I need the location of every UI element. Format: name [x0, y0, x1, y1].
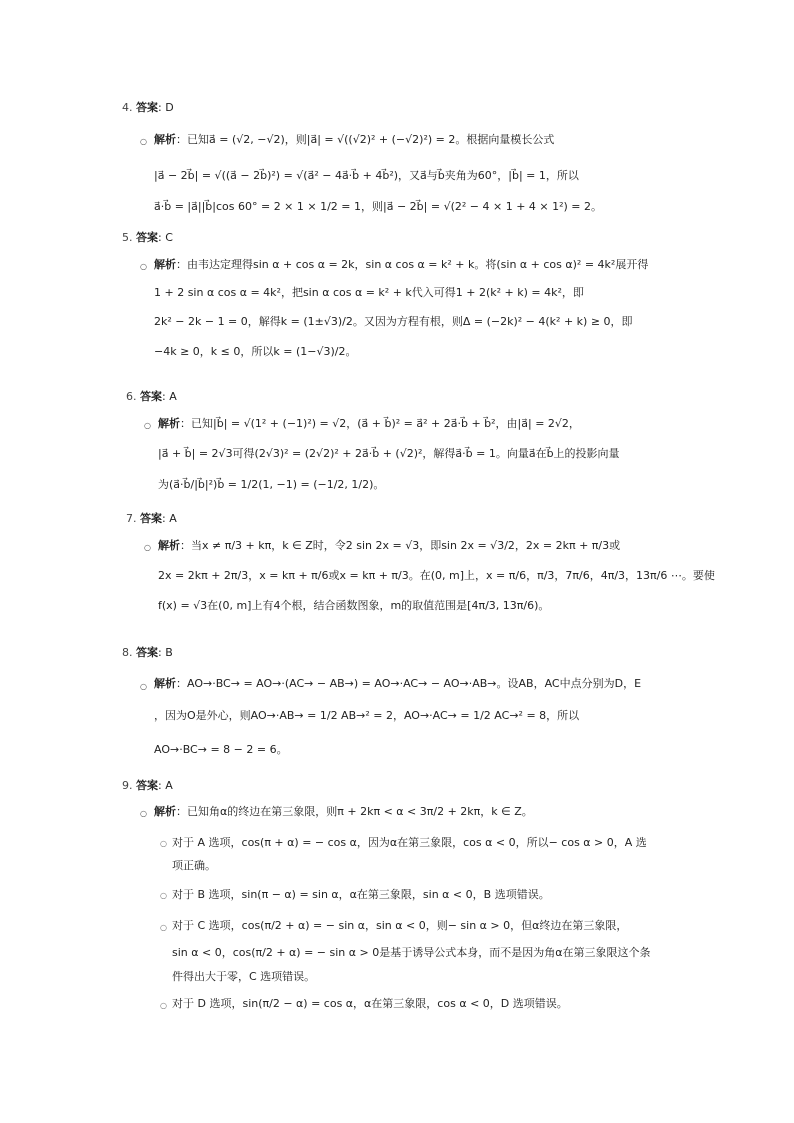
solution-line: 1 + 2 sin α cos α = 4k²，把sin α cos α = k² + k代入可得1 + 2(k² + k) = 4k²，即: [154, 286, 584, 299]
answer-line-q8: [122, 646, 173, 660]
answer-separator: :: [158, 779, 162, 792]
solution-line: 解析：当x ≠ π/3 + kπ，k ∈ Z时，令2 sin 2x = √3，即sin 2x = √3/2，2x = 2kπ + π/3或: [158, 539, 621, 552]
option-analysis-line: 对于 D 选项，sin(π/2 − α) = cos α，α在第三象限，cos α < 0，D 选项错误。: [172, 997, 568, 1010]
question-number: 6.: [126, 390, 137, 403]
question-number: 9.: [122, 779, 133, 792]
solution-line: 为(a⃗·b⃗/|b⃗|²)b⃗ = 1/2(1, −1) = (−1/2, 1/2)。: [158, 478, 385, 491]
solution-line: 解析：由韦达定理得sin α + cos α = 2k，sin α cos α = k² + k。将(sin α + cos α)² = 4k²展开得: [154, 258, 649, 271]
answer-label: 答案: [136, 101, 158, 114]
answer-separator: :: [158, 231, 162, 244]
solution-line: |a⃗ − 2b⃗| = √((a⃗ − 2b⃗)²) = √(a⃗² − 4a⃗·b⃗ + 4b⃗²)，又a⃗与b⃗夹角为60°，|b⃗| = 1，所以: [154, 169, 579, 182]
solution-line: |a⃗ + b⃗| = 2√3可得(2√3)² = (2√2)² + 2a⃗·b⃗ + (√2)²，解得a⃗·b⃗ = 1。向量a⃗在b⃗上的投影向量: [158, 447, 620, 460]
bullet-icon: ○: [140, 809, 147, 818]
answer-separator: :: [158, 646, 162, 659]
option-analysis-line: 项正确。: [172, 859, 216, 872]
answer-label: 答案: [136, 779, 158, 792]
sub-bullet-icon: ○: [160, 1001, 167, 1010]
answer-separator: :: [162, 512, 166, 525]
solution-line: −4k ≥ 0，k ≤ 0，所以k = (1−√3)/2。: [154, 345, 357, 358]
answer-value: A: [165, 779, 173, 792]
answer-line-q9: [122, 779, 173, 793]
sub-bullet-icon: ○: [160, 839, 167, 848]
answer-label: 答案: [140, 512, 162, 525]
option-analysis-line: 件得出大于零，C 选项错误。: [172, 970, 316, 983]
answer-line-q5: [122, 231, 173, 245]
sub-bullet-icon: ○: [160, 891, 167, 900]
analysis-label: 解析: [158, 417, 180, 430]
analysis-label: 解析: [158, 539, 180, 552]
analysis-label: 解析: [154, 258, 176, 271]
solution-line: 解析：已知a⃗ = (√2, −√2)，则|a⃗| = √((√2)² + (−√2)²) = 2。根据向量模长公式: [154, 133, 555, 146]
bullet-icon: ○: [140, 682, 147, 691]
question-number: 8.: [122, 646, 133, 659]
solution-line: 2k² − 2k − 1 = 0，解得k = (1±√3)/2。又因为方程有根，则Δ = (−2k)² − 4(k² + k) ≥ 0，即: [154, 315, 633, 328]
question-number: 4.: [122, 101, 133, 114]
answer-line-q6: [126, 390, 177, 404]
answer-value: B: [165, 646, 173, 659]
bullet-icon: ○: [140, 262, 147, 271]
answer-separator: :: [162, 390, 166, 403]
answer-separator: :: [158, 101, 162, 114]
answer-line-q4: [122, 101, 174, 115]
analysis-label: 解析: [154, 677, 176, 690]
answer-value: C: [165, 231, 173, 244]
answer-label: 答案: [136, 646, 158, 659]
solution-line: AO→·BC→ = 8 − 2 = 6。: [154, 743, 288, 756]
solution-line: f(x) = √3在(0, m]上有4个根，结合函数图象，m的取值范围是[4π/3, 13π/6)。: [158, 599, 550, 612]
analysis-label: 解析: [154, 805, 176, 818]
option-analysis-line: 对于 A 选项，cos(π + α) = − cos α，因为α在第三象限，cos α < 0，所以− cos α > 0，A 选: [172, 836, 647, 849]
answer-line-q7: [126, 512, 177, 526]
solution-line: a⃗·b⃗ = |a⃗||b⃗|cos 60° = 2 × 1 × 1/2 = 1，则|a⃗ − 2b⃗| = √(2² − 4 × 1 + 4 × 1²) = 2。: [154, 200, 603, 213]
answer-label: 答案: [136, 231, 158, 244]
answer-value: D: [165, 101, 174, 114]
answer-value: A: [169, 512, 177, 525]
option-analysis-line: 对于 B 选项，sin(π − α) = sin α，α在第三象限，sin α < 0，B 选项错误。: [172, 888, 550, 901]
option-analysis-line: sin α < 0，cos(π/2 + α) = − sin α > 0是基于诱导公式本身，而不是因为角α在第三象限这个条: [172, 946, 651, 959]
solution-line: 解析：已知角α的终边在第三象限，则π + 2kπ < α < 3π/2 + 2kπ，k ∈ Z。: [154, 805, 533, 818]
solution-line: 2x = 2kπ + 2π/3，x = kπ + π/6或x = kπ + π/3。在(0, m]上，x = π/6，π/3，7π/6，4π/3，13π/6 ⋯。要使: [158, 569, 715, 582]
bullet-icon: ○: [140, 137, 147, 146]
solution-line: 解析：已知|b⃗| = √(1² + (−1)²) = √2，(a⃗ + b⃗)² = a⃗² + 2a⃗·b⃗ + b⃗²，由|a⃗| = 2√2，: [158, 417, 580, 430]
answer-value: A: [169, 390, 177, 403]
bullet-icon: ○: [144, 543, 151, 552]
question-number: 7.: [126, 512, 137, 525]
option-analysis-line: 对于 C 选项，cos(π/2 + α) = − sin α，sin α < 0，则− sin α > 0，但α终边在第三象限，: [172, 919, 628, 932]
question-number: 5.: [122, 231, 133, 244]
sub-bullet-icon: ○: [160, 923, 167, 932]
analysis-label: 解析: [154, 133, 176, 146]
bullet-icon: ○: [144, 421, 151, 430]
solution-line: ，因为O是外心，则AO→·AB→ = 1/2 AB→² = 2，AO→·AC→ = 1/2 AC→² = 8，所以: [154, 709, 580, 722]
answer-label: 答案: [140, 390, 162, 403]
solution-line: 解析：AO→·BC→ = AO→·(AC→ − AB→) = AO→·AC→ − AO→·AB→。设AB，AC中点分别为D，E: [154, 677, 642, 690]
